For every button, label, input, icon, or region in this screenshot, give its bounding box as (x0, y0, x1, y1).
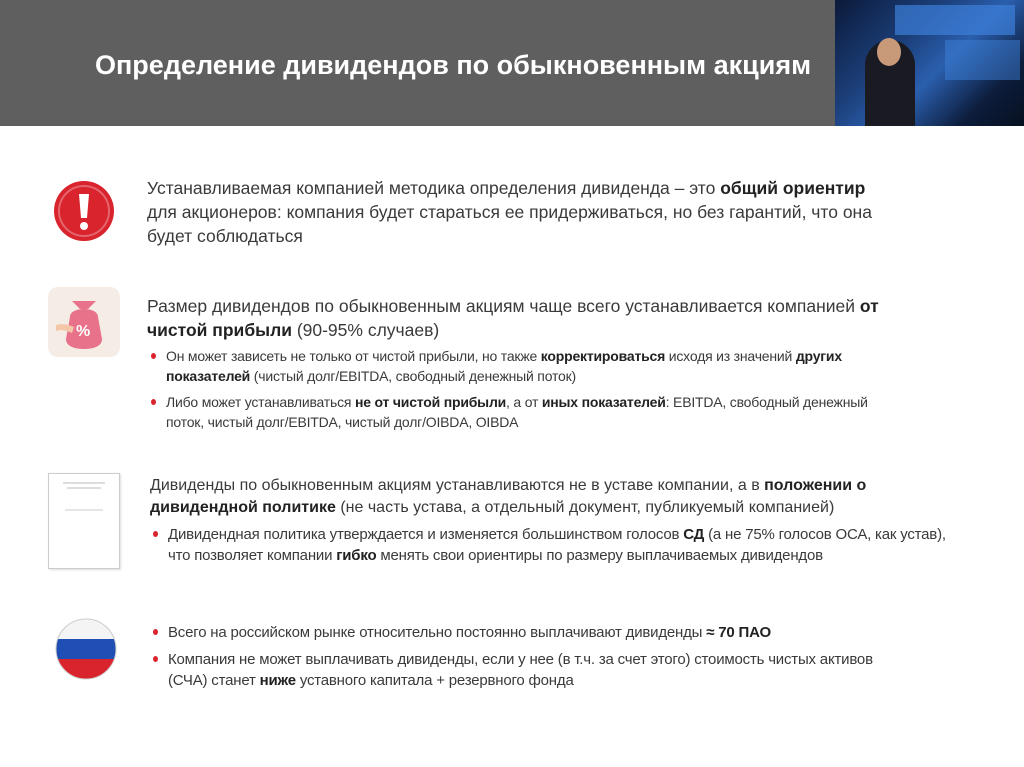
text: (чистый долг/EBITDA, свободный денежный поток) (250, 368, 576, 384)
text: Компания не может выплачивать дивиденды, если у нее (в т.ч. за счет этого) стоимость чистых активов (СЧА) станет (168, 651, 873, 689)
block3-text (150, 475, 940, 519)
text: Либо может устанавливаться (166, 394, 355, 410)
bold-text: от чистой прибыли (147, 296, 879, 340)
text: (90-95% случаев) (291, 320, 440, 340)
block2-bullet-1 (148, 346, 908, 386)
text: (а не 75% голосов ОСА, как устав), что позволяет компании (168, 526, 946, 564)
text: Всего на российском рынке относительно постоянно выплачивают дивиденды (168, 624, 707, 641)
bold-text: корректироваться (540, 348, 666, 364)
text: уставного капитала + резервного фонда (295, 672, 574, 689)
money-bag-icon (48, 287, 120, 357)
text: , а от (506, 394, 542, 410)
text: исходя из значений (665, 348, 796, 364)
bold-text: не от чистой прибыли (355, 394, 507, 410)
text: : EBITDA, свободный денежный поток, чистый долг/EBITDA, чистый долг/OIBDA, OIBDA (166, 394, 868, 430)
stock-exchange-photo (835, 0, 1024, 126)
text: (не часть устава, а отдельный документ, публикуемый компанией) (335, 499, 835, 516)
text: Размер дивидендов по обыкновенным акциям чаще всего устанавливается компанией (147, 296, 860, 316)
bold-text: общий ориентир (720, 178, 866, 198)
bold-text: СД (683, 526, 705, 543)
block2-text (147, 294, 887, 342)
text: Дивидендная политика утверждается и изменяется большинством голосов (168, 526, 684, 543)
russian-flag-icon (55, 618, 117, 680)
bold-text: ≈ 70 ПАО (706, 624, 771, 641)
slide-title: Определение дивидендов по обыкновенным акциям (95, 50, 812, 80)
bold-text: иных показателей (541, 394, 666, 410)
bold-text: гибко (336, 547, 377, 564)
text: для акционеров: компания будет стараться ее придерживаться, но без гарантий, что она будет соблюдаться (147, 202, 872, 246)
percent-glyph: % (76, 323, 91, 340)
exclamation-icon (53, 180, 115, 242)
bold-text: ниже (259, 672, 296, 689)
document-icon (48, 473, 120, 569)
block3-bullet-1 (150, 524, 970, 566)
text: Устанавливаемая компанией методика определения дивиденда – это (147, 178, 721, 198)
text: Он может зависеть не только от чистой прибыли, но также (166, 348, 541, 364)
text: менять свои ориентиры по размеру выплачиваемых дивидендов (376, 547, 823, 564)
block4-bullet-1 (150, 622, 930, 643)
block2-bullet-2 (148, 392, 908, 432)
block4-bullet-2 (150, 649, 890, 691)
block1-text (147, 176, 887, 248)
text: Дивиденды по обыкновенным акциям устанавливаются не в уставе компании, а в (150, 477, 765, 494)
bold-text: других показателей (166, 348, 842, 384)
bold-text: положении о дивидендной политике (150, 477, 867, 516)
